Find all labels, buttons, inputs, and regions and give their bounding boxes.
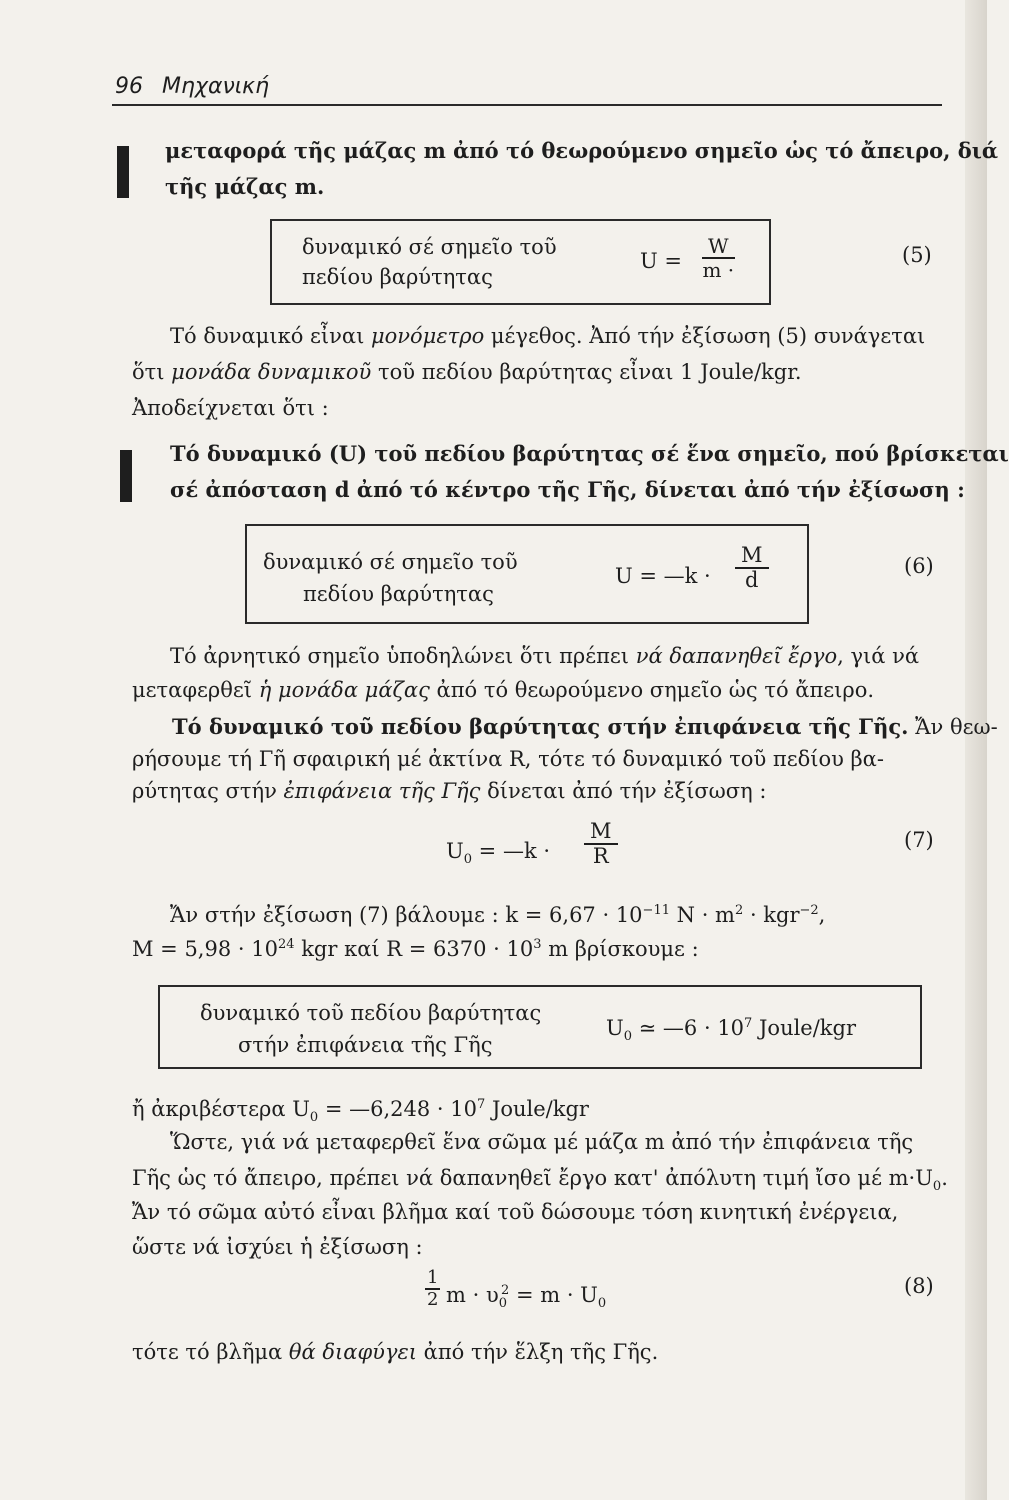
eq6-numerator: M: [735, 544, 769, 569]
para-4-line-2: μεταφερθεῖ ἡ μονάδα μάζας ἀπό τό θεωρούμενο σημεῖο ὡς τό ἄπειρο.: [132, 678, 875, 702]
page-number: 96: [115, 74, 143, 99]
eq5-numerator: W: [702, 235, 735, 259]
eq5-denominator: m ·: [702, 258, 735, 282]
eq7-number: (7): [904, 828, 934, 852]
surface-potential-box: [158, 985, 922, 1069]
bold-theorem-line-1: Τό δυναμικό (U) τοῦ πεδίου βαρύτητας σέ ἕνα σημεῖο, πού βρίσκεται: [170, 441, 1009, 466]
para-8-line-2: Γῆς ὡς τό ἄπειρο, πρέπει νά δαπανηθεῖ ἔργο κατ' ἀπόλυτη τιμή ἴσο μέ $m\cdot U_0$.: [132, 1166, 948, 1194]
para-8-line-3: Ἄν τό σῶμα αὐτό εἶναι βλῆμα καί τοῦ δώσουμε τόση κινητική ἐνέργεια,: [132, 1200, 899, 1224]
margin-bar-2: [120, 450, 132, 502]
conclusion-line: τότε τό βλῆμα θά διαφύγει ἀπό τήν ἕλξη τῆς Γῆς.: [132, 1340, 659, 1364]
para-5-line-1: Τό δυναμικό τοῦ πεδίου βαρύτητας στήν ἐπιφάνεια τῆς Γῆς. Ἄν θεω-: [172, 714, 998, 739]
running-header: Μηχανική: [162, 74, 270, 99]
eq6-denominator: d: [745, 568, 759, 593]
para-2-line-2: ὅτι μονάδα δυναμικοῦ τοῦ πεδίου βαρύτητας εἶναι 1 Joule/kgr.: [132, 360, 802, 384]
eq8-number: (8): [904, 1274, 934, 1298]
equation-6-box: [245, 524, 809, 624]
eq7-denominator: R: [592, 844, 609, 869]
eq5-label-1: δυναμικό σέ σημεῖο τοῦ: [302, 235, 557, 259]
eq7-fraction: [584, 820, 618, 868]
eq6-fraction: [735, 544, 769, 592]
box3-label-2: στήν ἐπιφάνεια τῆς Γῆς: [238, 1033, 493, 1057]
page-edge: [965, 0, 987, 1500]
para-5-line-2: ρήσουμε τή Γῆ σφαιρική μέ ἀκτίνα R, τότε τό δυναμικό τοῦ πεδίου βα-: [132, 747, 884, 771]
bold-definition-line-2: τῆς μάζας m.: [165, 174, 325, 199]
bold-theorem-line-2: σέ ἀπόσταση d ἀπό τό κέντρο τῆς Γῆς, δίνεται ἀπό τήν ἐξίσωση :: [170, 477, 965, 502]
box3-label-1: δυναμικό τοῦ πεδίου βαρύτητας: [200, 1001, 542, 1025]
eq5-label-2: πεδίου βαρύτητας: [302, 265, 493, 289]
para-2-line-3: Ἀποδείχνεται ὅτι :: [132, 396, 329, 420]
margin-bar: [117, 146, 129, 198]
eq5-number: (5): [902, 243, 932, 267]
para-2-line-1: Τό δυναμικό εἶναι μονόμετρο μέγεθος. Ἀπό τήν ἐξίσωση (5) συνάγεται: [170, 324, 926, 348]
eq8-body: $m \cdot \upsilon_0^2 = m \cdot U_0$: [446, 1283, 607, 1311]
para-5-line-3: ρύτητας στήν ἐπιφάνεια τῆς Γῆς δίνεται ἀπό τήν ἐξίσωση :: [132, 779, 767, 803]
equation-5-box: [270, 219, 771, 305]
eq6-label-2: πεδίου βαρύτητας: [303, 582, 494, 606]
box3-value: $U_0$ ≃ —6 · $10^7$ Joule/kgr: [606, 1016, 857, 1044]
eq8-denominator: 2: [427, 1288, 439, 1310]
para-8-line-1: Ὥστε, γιά νά μεταφερθεῖ ἕνα σῶμα μέ μάζα m ἀπό τήν ἐπιφάνεια τῆς: [170, 1130, 914, 1154]
eq7-lhs: $U_0$ = —k ·: [446, 839, 551, 867]
eq5-lhs: U =: [640, 249, 682, 273]
eq8-fraction: [425, 1268, 440, 1310]
eq5-fraction: [702, 235, 735, 281]
eq6-label-1: δυναμικό σέ σημεῖο τοῦ: [263, 550, 518, 574]
eq7-numerator: M: [584, 820, 618, 845]
eq6-lhs: U = —k ·: [615, 564, 711, 588]
eq8-numerator: 1: [427, 1267, 439, 1288]
header-rule: [112, 104, 942, 106]
para-8-line-4: ὥστε νά ἰσχύει ἡ ἐξίσωση :: [132, 1235, 423, 1259]
bold-definition-line-1: μεταφορά τῆς μάζας m ἀπό τό θεωρούμενο σημεῖο ὡς τό ἄπειρο, διά: [165, 138, 999, 163]
para-4-line-1: Τό ἀρνητικό σημεῖο ὑποδηλώνει ὅτι πρέπει νά δαπανηθεῖ ἔργο, γιά νά: [170, 644, 920, 668]
precise-value-line: ἤ ἀκριβέστερα $U_0$ = —6,248 · $10^7$ Joule/kgr: [132, 1097, 589, 1125]
eq6-number: (6): [904, 554, 934, 578]
constants-line-1: Ἄν στήν ἐξίσωση (7) βάλουμε : $k = 6,67 \cdot 10^{-11}$ $N \cdot m^2 \cdot kgr^{-2}$,: [170, 903, 826, 927]
constants-line-2: $M = 5,98 \cdot 10^{24}$ kgr καί $R = 6370 \cdot 10^3$ m βρίσκουμε :: [132, 937, 699, 961]
